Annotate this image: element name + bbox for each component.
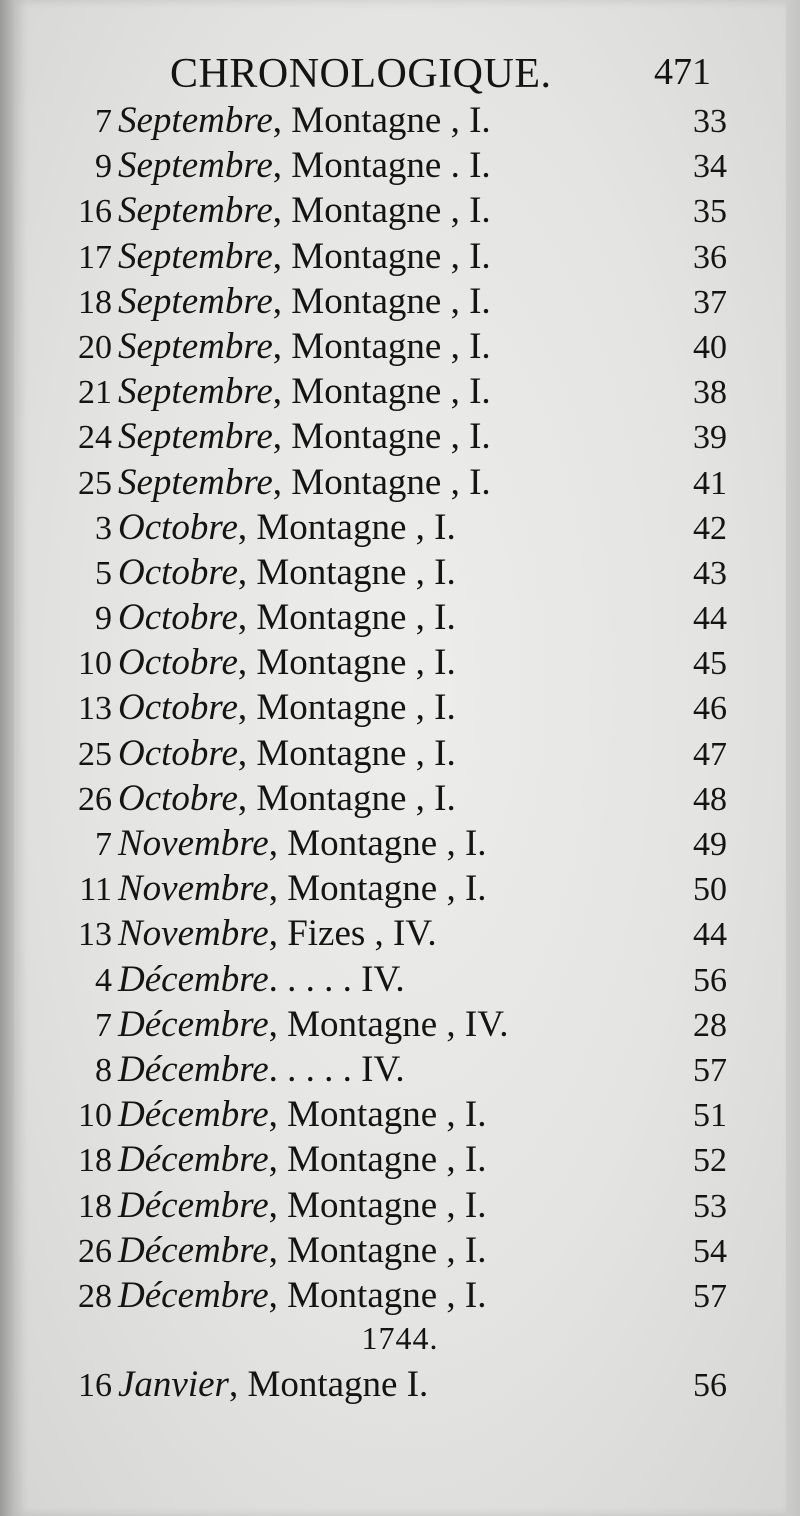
chronology-entry (0, 414, 800, 459)
chronology-entry (0, 505, 800, 550)
entry-number: 41 (693, 464, 727, 502)
entry-day: 10 (78, 645, 112, 683)
entry-month (118, 1092, 487, 1137)
entry-month (118, 866, 487, 911)
entry-day: 18 (78, 283, 112, 321)
entry-month (118, 234, 491, 279)
chronology-entry (0, 143, 800, 188)
entry-number: 43 (693, 554, 727, 592)
entry-month (118, 414, 491, 459)
entry-reference: , Montagne , I. (237, 642, 456, 684)
entry-day: 13 (78, 916, 112, 954)
entry-month-name: Septembre (118, 325, 273, 367)
chronology-entry (0, 911, 800, 956)
chronology-entry (0, 595, 800, 640)
entry-month (118, 505, 456, 550)
entry-month-name: Octobre (118, 642, 238, 684)
chronology-entry (0, 1228, 800, 1273)
entry-number: 49 (693, 826, 727, 863)
entry-day: 21 (78, 374, 112, 412)
entry-month (118, 957, 405, 1002)
chronology-entry (0, 1183, 800, 1228)
entry-month (118, 324, 491, 369)
entry-month-name: Septembre (118, 416, 273, 458)
chronology-entry (0, 731, 800, 776)
entry-month-name: Septembre (118, 235, 273, 277)
entry-month-name: Septembre (118, 280, 273, 322)
entry-reference: , Montagne , I. (272, 416, 491, 458)
entry-number: 56 (693, 961, 727, 999)
entry-day: 9 (95, 600, 112, 638)
entry-month (118, 821, 487, 866)
entry-number: 39 (693, 419, 727, 457)
entry-month-name: Décembre (118, 1184, 269, 1226)
chronology-entry (0, 776, 800, 821)
entry-number: 28 (693, 1006, 727, 1044)
entry-month-name: Novembre (118, 823, 269, 864)
entry-day: 3 (95, 509, 112, 547)
entry-reference: , Montagne , I. (268, 823, 487, 864)
chronology-entry (0, 1137, 800, 1182)
chronology-entry (0, 369, 800, 414)
entry-day: 28 (78, 1277, 112, 1315)
entry-month (118, 188, 491, 233)
entry-month (118, 98, 491, 143)
entry-number: 47 (693, 735, 727, 773)
entry-month-name: Novembre (118, 868, 269, 910)
entry-month-name: Septembre (118, 145, 273, 187)
entry-month (118, 911, 437, 956)
chronology-entry (0, 98, 800, 143)
chronology-list (0, 98, 800, 1318)
entry-month-name: Octobre (118, 732, 238, 774)
entry-day: 26 (78, 780, 112, 818)
running-title: CHRONOLOGIQUE. (170, 51, 552, 97)
entry-reference: , Montagne , I. (272, 371, 491, 413)
entry-day: 7 (95, 1006, 112, 1044)
entry-day: 13 (78, 690, 112, 728)
entry-month (118, 776, 456, 821)
entry-month-name: Décembre (118, 1048, 269, 1090)
entry-month (118, 1273, 487, 1318)
entry-reference: , Montagne , I. (268, 1274, 487, 1316)
entry-month (118, 1362, 428, 1407)
entry-month-name: Janvier (118, 1364, 229, 1405)
chronology-entry (0, 1047, 800, 1092)
chronology-entry (0, 550, 800, 595)
entry-month (118, 640, 456, 685)
entry-day: 16 (78, 1367, 112, 1404)
entry-reference: , Montagne , I. (268, 1094, 487, 1136)
entry-month-name: Décembre (118, 1094, 269, 1136)
entry-reference: , Montagne , I. (268, 1229, 487, 1271)
entry-number: 45 (693, 645, 727, 683)
entry-number: 33 (693, 103, 727, 140)
entry-number: 56 (693, 1367, 727, 1404)
entry-month-name: Septembre (118, 371, 273, 413)
entry-day: 10 (78, 1097, 112, 1135)
entry-month (118, 685, 456, 730)
entry-number: 52 (693, 1142, 727, 1180)
entry-month (118, 1228, 487, 1273)
entry-reference: . . . . . IV. (268, 1048, 405, 1090)
chronology-entry (0, 1002, 800, 1047)
entry-month (118, 1047, 405, 1092)
entry-number: 44 (693, 916, 727, 954)
entry-number: 35 (693, 193, 727, 231)
entry-number: 46 (693, 690, 727, 728)
entry-month (118, 369, 491, 414)
entry-month (118, 279, 491, 324)
entry-number: 44 (693, 600, 727, 638)
entry-month-name: Octobre (118, 506, 238, 548)
entry-number: 36 (693, 238, 727, 276)
entry-reference: , Montagne , IV. (268, 1003, 509, 1045)
entry-number: 54 (693, 1232, 727, 1270)
entry-reference: , Montagne , I. (237, 551, 456, 593)
entry-reference: . . . . . IV. (268, 958, 405, 1000)
chronology-entry (0, 324, 800, 369)
year-heading: 1744. (361, 1320, 439, 1356)
entry-month (118, 550, 456, 595)
entry-month (118, 1137, 487, 1182)
entry-month-name: Octobre (118, 551, 238, 593)
entry-reference: , Montagne , I. (272, 100, 491, 141)
chronology-entry (0, 234, 800, 279)
entry-month-name: Septembre (118, 190, 273, 232)
chronology-entry (0, 640, 800, 685)
chronology-entry (0, 1092, 800, 1137)
entry-reference: , Montagne , I. (268, 1184, 487, 1226)
chronology-entry (0, 279, 800, 324)
entry-day: 7 (95, 826, 112, 863)
entry-reference: , Fizes , IV. (268, 913, 437, 955)
chronology-entry (0, 821, 800, 866)
entry-number: 34 (693, 148, 727, 186)
entry-reference: , Montagne , I. (237, 732, 456, 774)
entry-month-name: Octobre (118, 597, 238, 639)
entry-month-name: Octobre (118, 687, 238, 729)
entry-day: 25 (78, 735, 112, 773)
entry-month-name: Décembre (118, 958, 269, 1000)
entry-reference: , Montagne . I. (272, 145, 491, 187)
entry-reference: , Montagne I. (228, 1364, 429, 1405)
page-number: 471 (654, 51, 711, 93)
entry-month-name: Septembre (118, 100, 273, 141)
entry-day: 16 (78, 193, 112, 231)
entry-number: 57 (693, 1051, 727, 1089)
entry-number: 48 (693, 780, 727, 818)
entry-reference: , Montagne , I. (272, 190, 491, 232)
entry-month (118, 1183, 487, 1228)
entry-reference: , Montagne , I. (272, 461, 491, 503)
chronology-entry (0, 188, 800, 233)
entry-reference: , Montagne , I. (272, 235, 491, 277)
entry-day: 25 (78, 464, 112, 502)
entry-day: 17 (78, 238, 112, 276)
entry-reference: , Montagne , I. (237, 687, 456, 729)
entry-month-name: Décembre (118, 1003, 269, 1045)
chronology-entry (0, 460, 800, 505)
entry-day: 5 (95, 554, 112, 592)
entry-number: 42 (693, 509, 727, 547)
entry-reference: , Montagne , I. (237, 506, 456, 548)
entry-number: 53 (693, 1187, 727, 1225)
entry-month (118, 1002, 508, 1047)
entry-day: 8 (95, 1051, 112, 1089)
entry-month-name: Décembre (118, 1139, 269, 1181)
entry-month-name: Décembre (118, 1229, 269, 1271)
entry-reference: , Montagne , I. (237, 597, 456, 639)
entry-day: 20 (78, 328, 112, 366)
entry-month (118, 595, 456, 640)
chronology-entry (0, 957, 800, 1002)
entry-day: 9 (95, 148, 112, 186)
chronology-entry (0, 866, 800, 911)
entry-month (118, 460, 491, 505)
entry-reference: , Montagne , I. (268, 1139, 487, 1181)
entry-reference: , Montagne , I. (272, 280, 491, 322)
entry-reference: , Montagne , I. (268, 868, 487, 910)
entry-number: 50 (693, 871, 727, 909)
entry-month-name: Octobre (118, 777, 238, 819)
entry-day: 11 (79, 871, 112, 909)
entry-day: 4 (95, 961, 112, 999)
chronology-entry-final (0, 1362, 800, 1408)
entry-number: 40 (693, 328, 727, 366)
entry-month-name: Novembre (118, 913, 269, 955)
entry-month-name: Septembre (118, 461, 273, 503)
entry-month (118, 731, 456, 776)
chronology-entry (0, 1273, 800, 1318)
chronology-entry (0, 685, 800, 730)
entry-number: 57 (693, 1277, 727, 1315)
entry-month-name: Décembre (118, 1274, 269, 1316)
entry-day: 18 (78, 1142, 112, 1180)
entry-day: 7 (95, 103, 112, 140)
entry-day: 24 (78, 419, 112, 457)
entry-reference: , Montagne , I. (272, 325, 491, 367)
entry-day: 18 (78, 1187, 112, 1225)
entry-number: 37 (693, 283, 727, 321)
entry-day: 26 (78, 1232, 112, 1270)
entry-number: 51 (693, 1097, 727, 1135)
page-header (0, 44, 800, 104)
entry-month (118, 143, 491, 188)
entry-reference: , Montagne , I. (237, 777, 456, 819)
entry-number: 38 (693, 374, 727, 412)
